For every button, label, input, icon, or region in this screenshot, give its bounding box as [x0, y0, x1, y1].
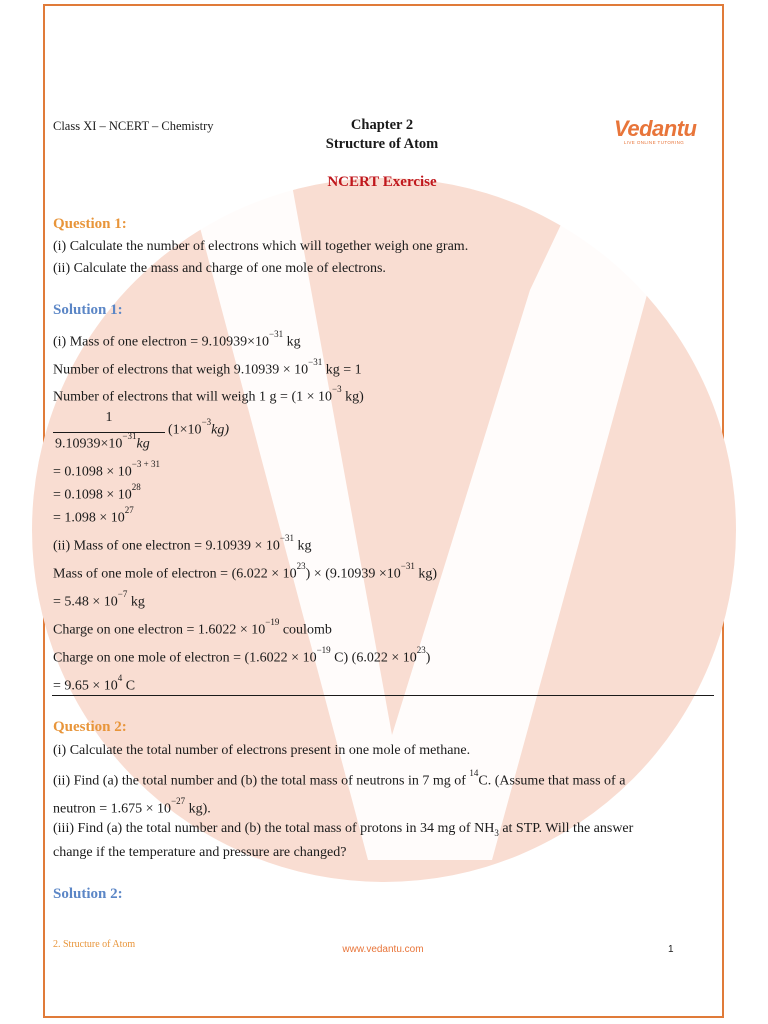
- chapter-title: Structure of Atom: [325, 136, 439, 152]
- vedantu-logo: [614, 116, 697, 145]
- solution-1-line: = $5.48 \times 10^{-7}$ kg: [53, 589, 145, 610]
- solution-1-line: = $1.098 \times 10^{27}$: [53, 505, 134, 526]
- fraction-denominator: $9.10939\times 10^{-31}kg$: [55, 431, 150, 452]
- fraction-numerator: 1: [105, 410, 113, 425]
- exercise-title: NCERT Exercise: [327, 174, 437, 190]
- solution-1-line: = $0.1098 \times 10^{-3 + 31}$: [53, 459, 160, 480]
- chapter-number: Chapter 2: [350, 117, 414, 133]
- question-2-line-1: (i) Calculate the total number of electrons present in one mole of methane.: [53, 743, 471, 758]
- solution-1-line: Charge on one mole of electron = ($1.6022 \times 10^{-19}$ C) $(6.022 \times 10^{23})$: [53, 645, 431, 666]
- question-2-line-4: (iii) Find (a) the total number and (b) the total mass of protons in 34 mg of $NH_3$ at STP. Will the answer: [53, 821, 634, 838]
- solution-1-line: = $9.65 \times 10^4$ C: [53, 673, 136, 694]
- solution-1-heading: Solution 1:: [53, 302, 123, 318]
- class-label: Class XI – NCERT – Chemistry: [53, 119, 214, 133]
- solution-1-line: Number of electrons that weigh $9.10939 \times 10^{-31}$ kg = 1: [53, 357, 362, 378]
- page-number: 1: [668, 944, 674, 955]
- fraction-multiplier: $(1\times 10^{-3}kg)$: [168, 417, 230, 438]
- chapter-heading: [282, 116, 482, 154]
- question-1-line-1: (i) Calculate the number of electrons which will together weigh one gram.: [53, 239, 469, 254]
- section-divider: [52, 695, 714, 696]
- solution-1-line: Charge on one electron = $1.6022 \times 10^{-19}$ coulomb: [53, 617, 332, 638]
- solution-1-line: = $0.1098 \times 10^{28}$: [53, 482, 141, 503]
- question-2-line-3: neutron = $1.675 \times 10^{-27}$ kg).: [53, 796, 211, 817]
- solution-2-heading: Solution 2:: [53, 886, 123, 902]
- question-2-line-2: (ii) Find (a) the total number and (b) the total mass of neutrons in 7 mg of $^{14}$C. (Assume that mass of a: [53, 768, 626, 789]
- logo-tagline: LIVE ONLINE TUTORING: [623, 140, 685, 145]
- question-2-heading: Question 2:: [53, 719, 127, 735]
- footer-chapter-label: 2. Structure of Atom: [53, 939, 136, 950]
- solution-1-line: Number of electrons that will weigh 1 $g = (1 \times 10^{-3}$ kg): [53, 384, 364, 405]
- fraction-bar: [53, 432, 165, 433]
- solution-1-line: Mass of one mole of electron = $(6.022 \times 10^{23}) \times (9.10939 \times 10^{-31}$ kg): [53, 561, 438, 582]
- footer-website-link[interactable]: www.vedantu.com: [342, 944, 424, 955]
- logo-wordmark: Vedantu: [614, 116, 697, 141]
- solution-1-line: (ii) Mass of one electron = $9.10939 \times 10^{-31}$ kg: [53, 533, 312, 554]
- question-1-heading: Question 1:: [53, 216, 127, 232]
- question-1-line-2: (ii) Calculate the mass and charge of one mole of electrons.: [53, 261, 386, 276]
- question-2-line-5: change if the temperature and pressure are changed?: [53, 845, 347, 860]
- solution-1-line: (i) Mass of one electron = $9.10939\times 10^{-31}$ kg: [53, 329, 301, 350]
